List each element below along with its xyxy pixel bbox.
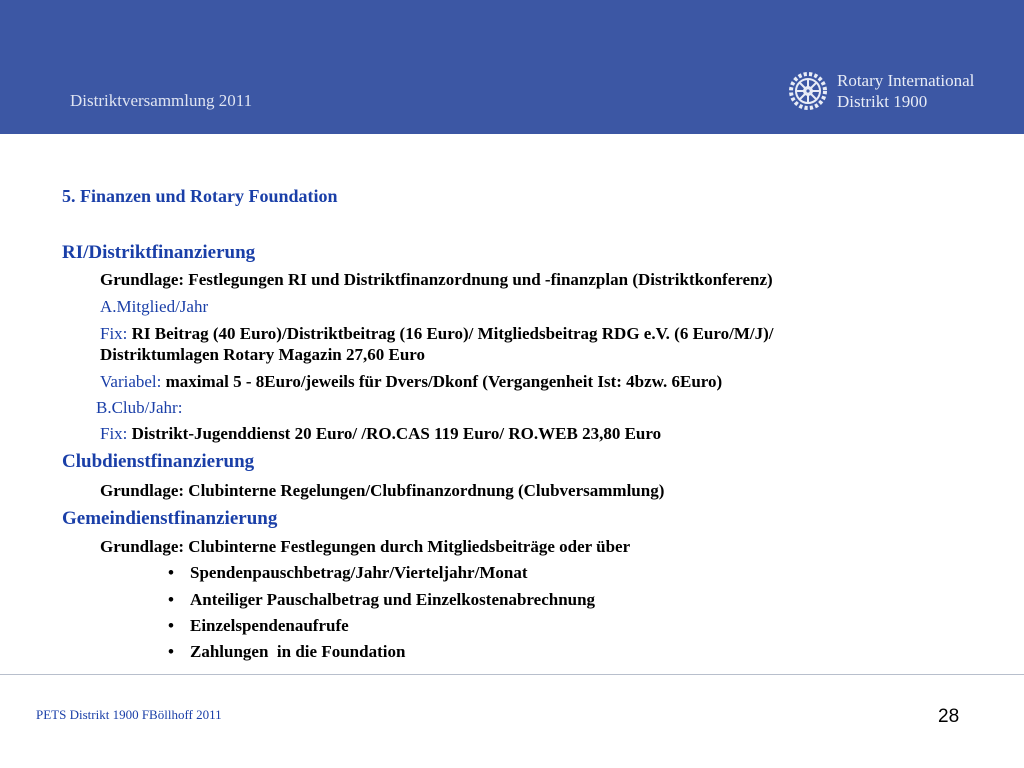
bullet-icon: • [168, 616, 174, 635]
variabel-label: Variabel: [100, 372, 162, 391]
footer-divider [0, 674, 1024, 675]
subsection-a-label: A.Mitglied/Jahr [100, 297, 209, 316]
section-heading-gemeindienst: Gemeindienstfinanzierung [62, 508, 278, 529]
header-banner [0, 0, 1024, 134]
list-item: Spendenpauschbetrag/Jahr/Vierteljahr/Monat [190, 563, 528, 582]
list-item: Zahlungen in die Foundation [190, 642, 406, 661]
section-heading-club: Clubdienstfinanzierung [62, 451, 255, 472]
variabel-text: maximal 5 - 8Euro/jeweils für Dvers/Dkonf (Vergangenheit Ist: 4bzw. 6Euro) [165, 372, 723, 391]
footer-text: PETS Distrikt 1900 FBöllhoff 2011 [36, 707, 222, 722]
rotary-wheel-icon [786, 69, 830, 113]
subsection-b-label: B.Club/Jahr: [96, 398, 183, 417]
variabel-line [100, 372, 722, 392]
fix-text: Distrikt-Jugenddienst 20 Euro/ /RO.CAS 119 Euro/ RO.WEB 23,80 Euro [131, 424, 662, 443]
fix-text-continued: Distriktumlagen Rotary Magazin 27,60 Euro [100, 345, 426, 364]
fix-text: RI Beitrag (40 Euro)/Distriktbeitrag (16 Euro)/ Mitgliedsbeitrag RDG e.V. (6 Euro/M/J)/ [131, 324, 774, 343]
bullet-icon: • [168, 642, 174, 661]
list-item: Einzelspendenaufrufe [190, 616, 349, 635]
fix-line-1 [100, 324, 774, 344]
bullet-icon: • [168, 563, 174, 582]
org-line-2: Distrikt 1900 [837, 92, 928, 111]
club-grundlage: Grundlage: Clubinterne Regelungen/Clubfinanzordnung (Clubversammlung) [100, 481, 665, 500]
list-item: Anteiliger Pauschalbetrag und Einzelkostenabrechnung [190, 590, 596, 609]
fix-label: Fix: [100, 424, 128, 443]
section-heading-ri: RI/Distriktfinanzierung [62, 242, 256, 263]
slide-heading: 5. Finanzen und Rotary Foundation [62, 186, 338, 206]
header-title: Distriktversammlung 2011 [70, 91, 253, 110]
org-line-1: Rotary International [837, 71, 975, 90]
bullet-icon: • [168, 590, 174, 609]
gemeindienst-grundlage: Grundlage: Clubinterne Festlegungen durch Mitgliedsbeiträge oder über [100, 537, 631, 556]
fix-line-2 [100, 424, 661, 444]
ri-grundlage: Grundlage: Festlegungen RI und Distriktfinanzordnung und -finanzplan (Distriktkonferenz) [100, 270, 773, 289]
organization-name [837, 70, 974, 112]
fix-label: Fix: [100, 324, 128, 343]
page-number: 28 [938, 706, 960, 727]
organization-block [786, 68, 974, 114]
